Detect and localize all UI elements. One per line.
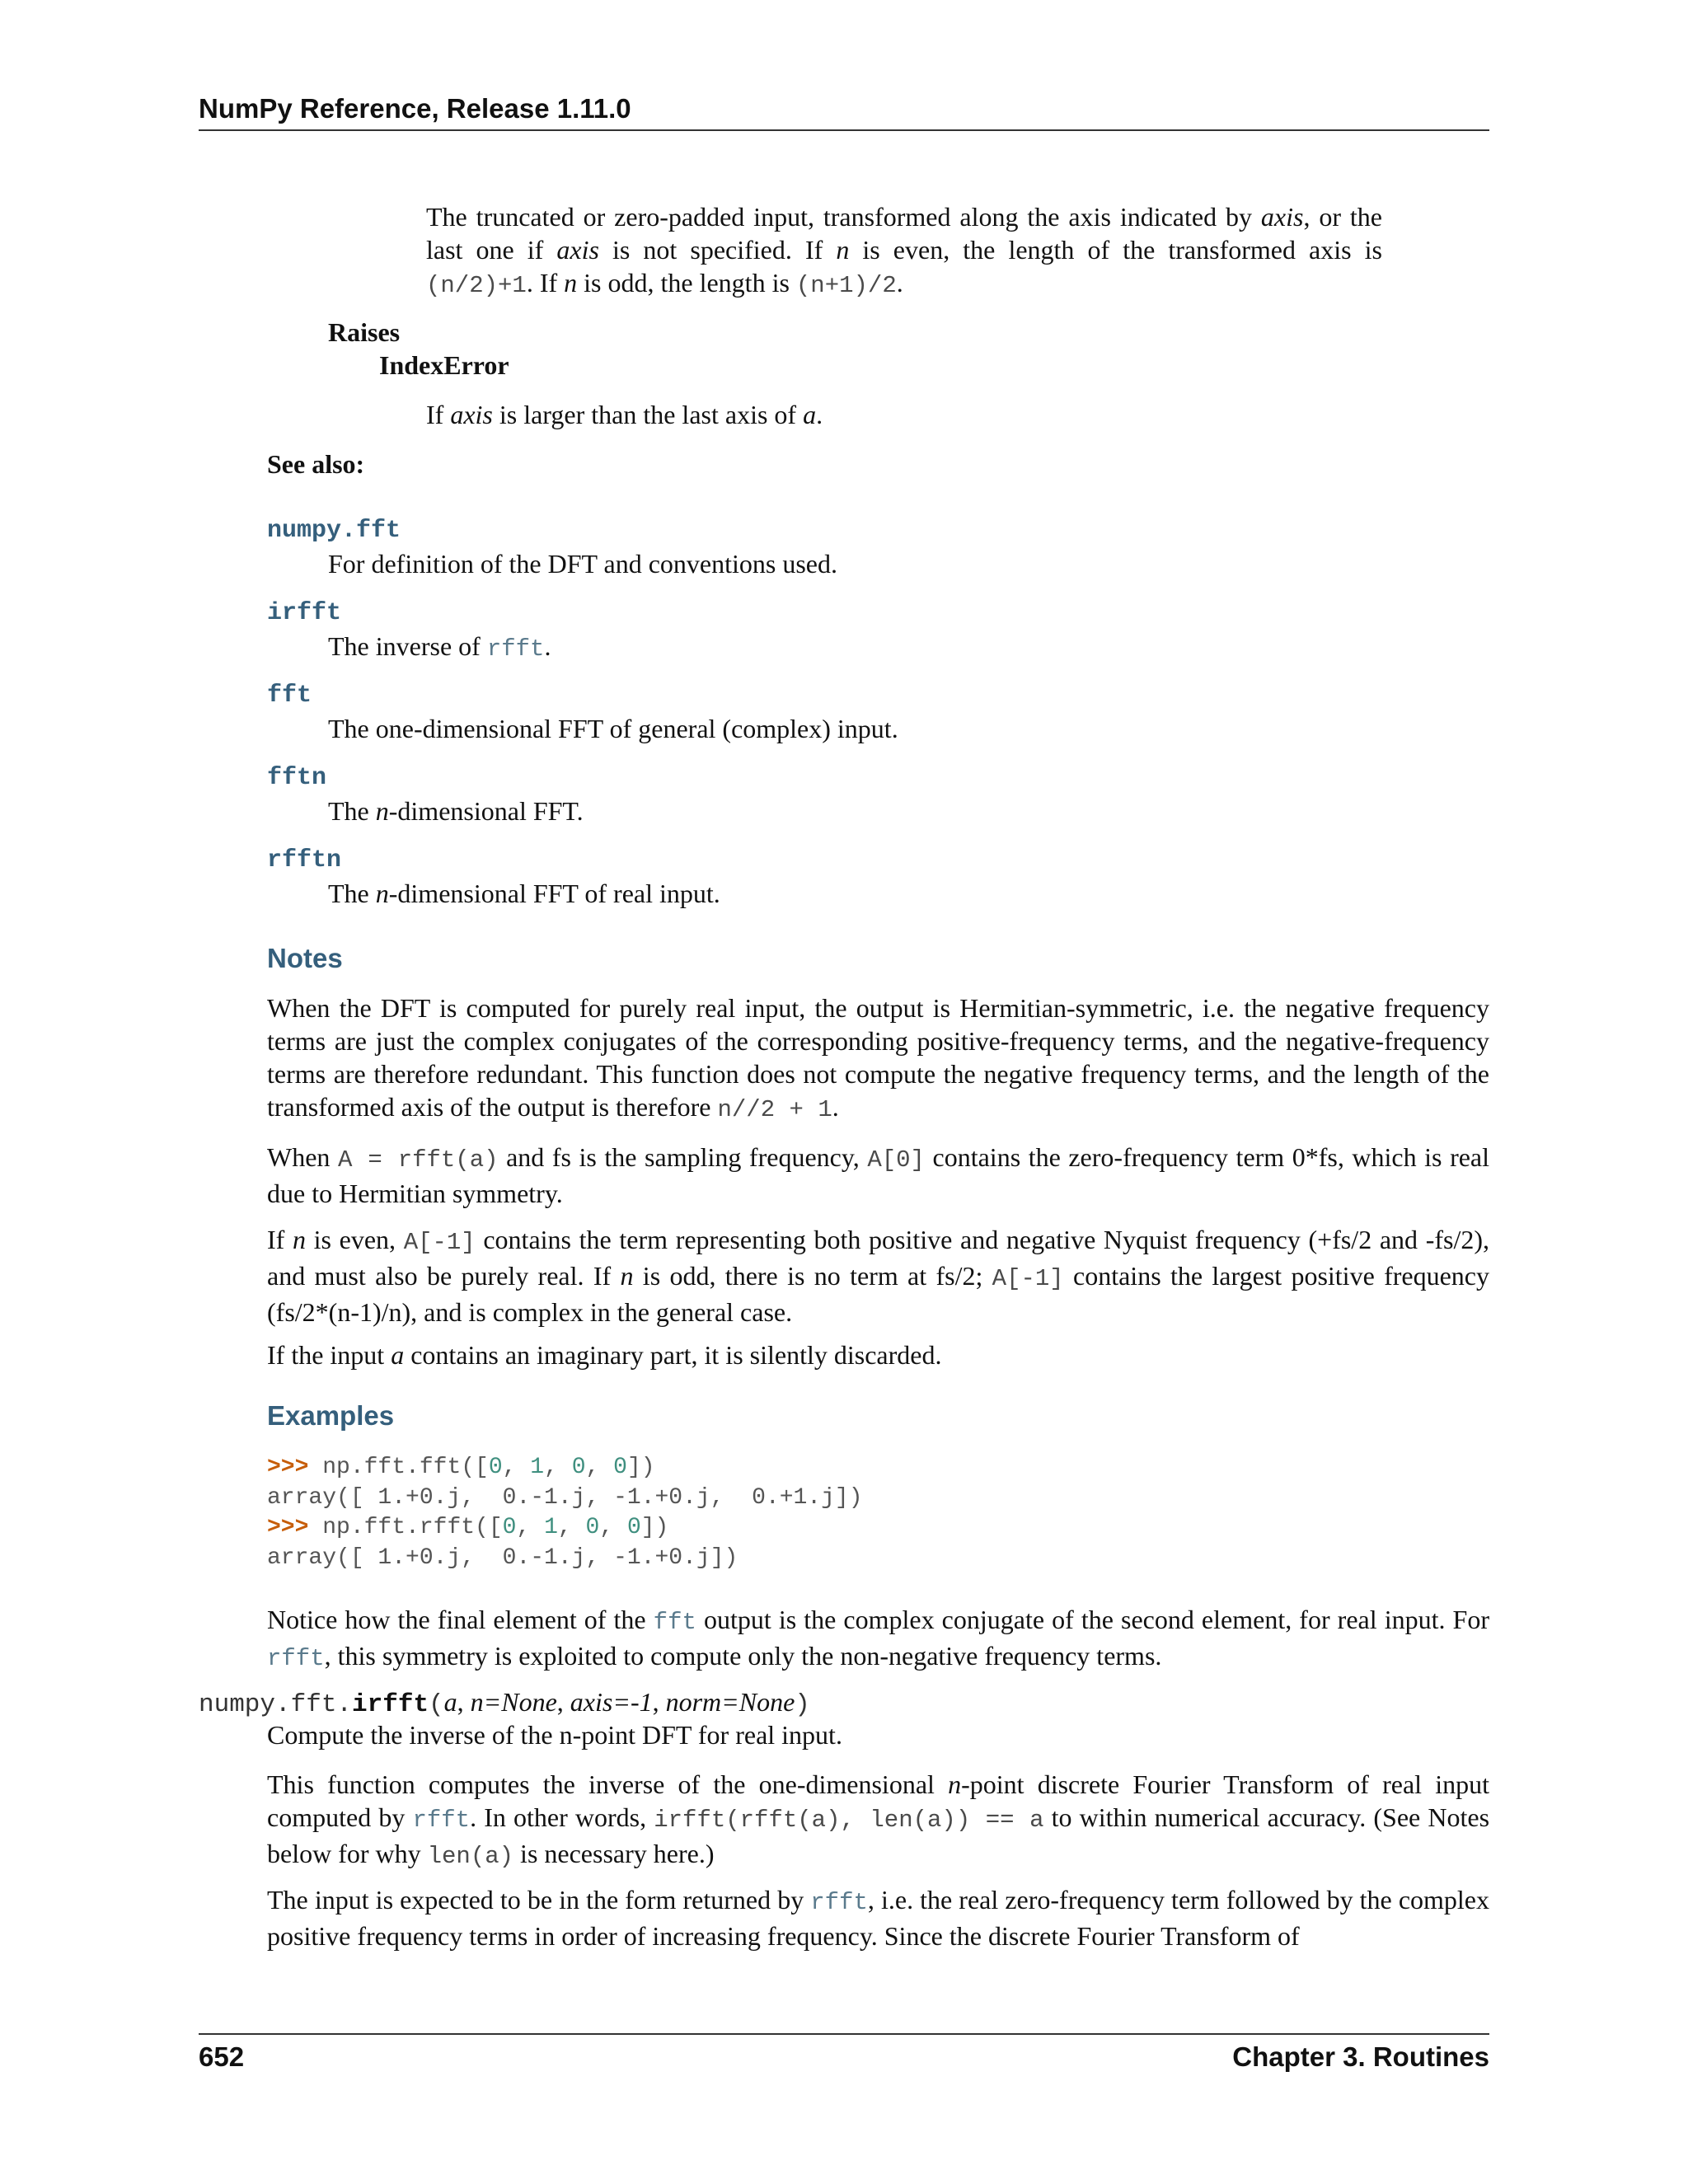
see-also-link-irfft[interactable]: irfft	[267, 599, 342, 627]
code-line-3: >>> np.fft.rfft([0, 1, 0, 0])	[267, 1515, 669, 1540]
notes-heading: Notes	[267, 943, 343, 973]
header-rule	[199, 129, 1489, 131]
examples-heading: Examples	[267, 1400, 395, 1431]
rfft-link[interactable]: rfft	[412, 1807, 471, 1834]
see-also-link-fft[interactable]: fft	[267, 682, 312, 710]
raises-error-name: IndexError	[379, 350, 509, 380]
page-number: 652	[199, 2041, 245, 2072]
examples-code-block	[267, 1453, 863, 1573]
code-line-2: array([ 1.+0.j, 0.-1.j, -1.+0.j, 0.+1.j])	[267, 1484, 863, 1511]
irfft-paragraph-1: This function computes the inverse of the one-dimensional n-point discrete Fourier Transform of real input computed by rfft. In other words, irfft(rfft(a), len(a)) == a to within numerical accuracy. (See Notes below for why len(a) is necessary here.)	[267, 1769, 1490, 1870]
page-header-title: NumPy Reference, Release 1.11.0	[199, 93, 631, 124]
code-line-1: >>> np.fft.fft([0, 1, 0, 0])	[267, 1455, 655, 1480]
code-line-4: array([ 1.+0.j, 0.-1.j, -1.+0.j])	[267, 1544, 738, 1571]
irfft-summary: Compute the inverse of the n-point DFT for real input.	[267, 1720, 842, 1750]
see-also-link-rfftn[interactable]: rfftn	[267, 846, 342, 874]
raises-description: If axis is larger than the last axis of a.	[426, 400, 823, 429]
fft-link[interactable]: fft	[653, 1609, 696, 1636]
notes-paragraph-1: When the DFT is computed for purely real input, the output is Hermitian-symmetric, i.e. the negative frequency terms are just the complex conjugates of the corresponding positive-frequency terms, and the negative-frequency terms are therefore redundant. This function does not compute the negative frequency terms, and the length of the transformed axis of the output is therefore n//2 + 1.	[267, 993, 1489, 1123]
rfft-link[interactable]: rfft	[810, 1889, 868, 1916]
chapter-title: Chapter 3. Routines	[1232, 2041, 1489, 2072]
see-also-desc-fft: The one-dimensional FFT of general (complex) input.	[328, 714, 898, 743]
rfft-link[interactable]: rfft	[486, 635, 545, 663]
notes-paragraph-3: If n is even, A[-1] contains the term representing both positive and negative Nyquist frequency (+fs/2 and -fs/2), and must also be purely real. If n is odd, there is no term at fs/2; A[-1] contains the largest positive frequency (fs/2*(n-1)/n), and is complex in the general case.	[267, 1225, 1490, 1327]
see-also-desc-numpy-fft: For definition of the DFT and conventions used.	[328, 549, 837, 579]
irfft-signature: numpy.fft.irfft(a, n=None, axis=-1, norm=None)	[199, 1687, 810, 1719]
see-also-heading: See also:	[267, 449, 365, 479]
raises-heading: Raises	[328, 317, 401, 347]
footer-rule	[199, 2033, 1489, 2035]
rfft-link[interactable]: rfft	[267, 1645, 325, 1672]
returns-description: The truncated or zero-padded input, transformed along the axis indicated by axis, or the last one if axis is not specified. If n is even, the length of the transformed axis is (n/2)+1. If n is odd, the length is (n+1)/2.	[426, 202, 1383, 299]
examples-explanation: Notice how the final element of the fft output is the complex conjugate of the second element, for real input. For rfft, this symmetry is exploited to compute only the non-negative frequency terms.	[267, 1605, 1490, 1672]
notes-paragraph-4: If the input a contains an imaginary part, it is silently discarded.	[267, 1340, 942, 1370]
see-also-link-numpy-fft[interactable]: numpy.fft	[267, 517, 401, 545]
page-footer	[199, 2041, 1489, 2074]
notes-paragraph-2: When A = rfft(a) and fs is the sampling frequency, A[0] contains the zero-frequency term 0*fs, which is real due to Hermitian symmetry.	[267, 1142, 1490, 1208]
see-also-link-fftn[interactable]: fftn	[267, 764, 327, 792]
see-also-desc-rfftn: The n-dimensional FFT of real input.	[328, 879, 720, 908]
see-also-desc-fftn: The n-dimensional FFT.	[328, 796, 584, 826]
see-also-desc-irfft: The inverse of rfft.	[328, 631, 551, 663]
irfft-paragraph-2: The input is expected to be in the form returned by rfft, i.e. the real zero-frequency term followed by the complex positive frequency terms in order of increasing frequency. Since the discrete Fourier Transform of	[267, 1885, 1490, 1951]
